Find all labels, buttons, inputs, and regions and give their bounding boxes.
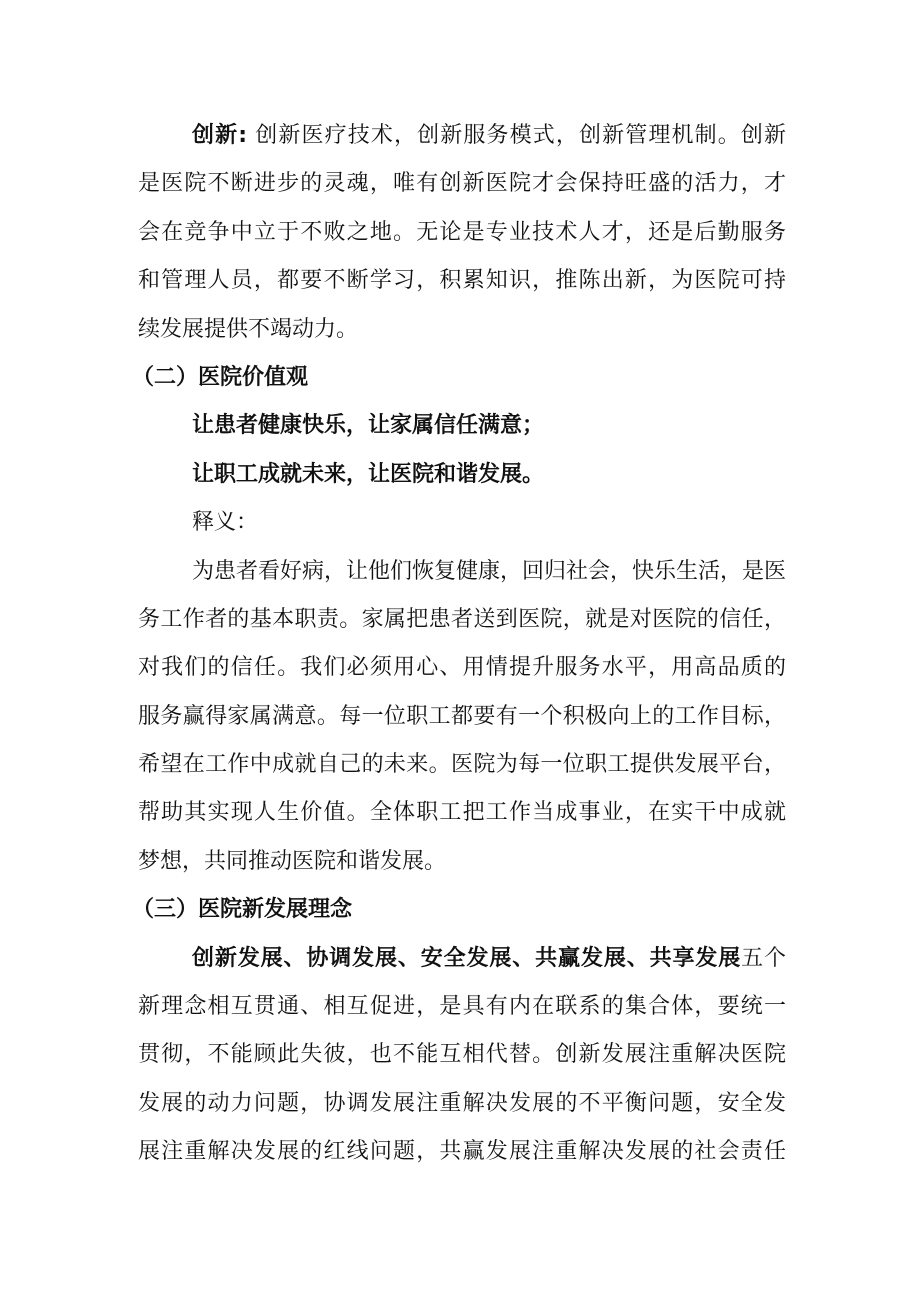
values-paragraph-line-3: 对我们的信任。我们必须用心、用情提升服务水平，用高品质的 (138, 655, 786, 681)
document-page (132, 112, 787, 1177)
innovation-paragraph-line-5: 续发展提供不竭动力。 (138, 316, 359, 342)
concepts-heading: （三）医院新发展理念 (132, 897, 353, 923)
values-paragraph-line-5: 希望在工作中成就自己的未来。医院为每一位职工提供发展平台， (138, 752, 786, 778)
concepts-paragraph-line-3: 贯彻，不能顾此失彼，也不能互相代替。创新发展注重解决医院 (138, 1042, 786, 1068)
concepts-line-1-text: 五个 (741, 945, 786, 971)
values-motto-line-2: 让职工成就未来，让医院和谐发展。 (192, 461, 545, 487)
concepts-paragraph-line-1 (138, 935, 786, 983)
innovation-paragraph-line-4: 和管理人员，都要不断学习，积累知识，推陈出新，为医院可持 (138, 268, 786, 294)
values-paragraph-line-6: 帮助其实现人生价值。全体职工把工作当成事业，在实干中成就 (138, 800, 786, 826)
concepts-paragraph-line-5: 展注重解决发展的红线问题，共赢发展注重解决发展的社会责任 (138, 1139, 786, 1165)
innovation-paragraph-line-2: 是医院不断进步的灵魂，唯有创新医院才会保持旺盛的活力，才 (138, 171, 786, 197)
innovation-label: 创新 (192, 123, 239, 148)
values-paragraph-line-4: 服务赢得家属满意。每一位职工都要有一个积极向上的工作目标， (138, 703, 786, 729)
concepts-paragraph-line-2: 新理念相互贯通、相互促进，是具有内在联系的集合体，要统一 (138, 994, 786, 1020)
concepts-paragraph-line-4: 发展的动力问题，协调发展注重解决发展的不平衡问题，安全发 (138, 1090, 786, 1116)
innovation-label-colon: : (238, 123, 248, 148)
innovation-line-1-text: 创新医疗技术，创新服务模式，创新管理机制。创新 (247, 123, 786, 148)
concepts-bold-phrase: 创新发展、协调发展、安全发展、共赢发展、共享发展 (192, 945, 742, 971)
values-paragraph-line-2: 务工作者的基本职责。家属把患者送到医院，就是对医院的信任， (138, 606, 786, 632)
values-explain-label: 释义： (192, 510, 259, 536)
innovation-paragraph-line-1 (138, 112, 786, 160)
values-paragraph-line-1: 为患者看好病，让他们恢复健康，回归社会，快乐生活，是医 (192, 558, 787, 584)
innovation-paragraph-line-3: 会在竞争中立于不败之地。无论是专业技术人才，还是后勤服务 (138, 219, 786, 245)
values-heading: （二）医院价值观 (132, 364, 309, 390)
values-motto-line-1: 让患者健康快乐，让家属信任满意； (192, 413, 545, 439)
values-paragraph-line-7: 梦想，共同推动医院和谐发展。 (138, 848, 447, 874)
